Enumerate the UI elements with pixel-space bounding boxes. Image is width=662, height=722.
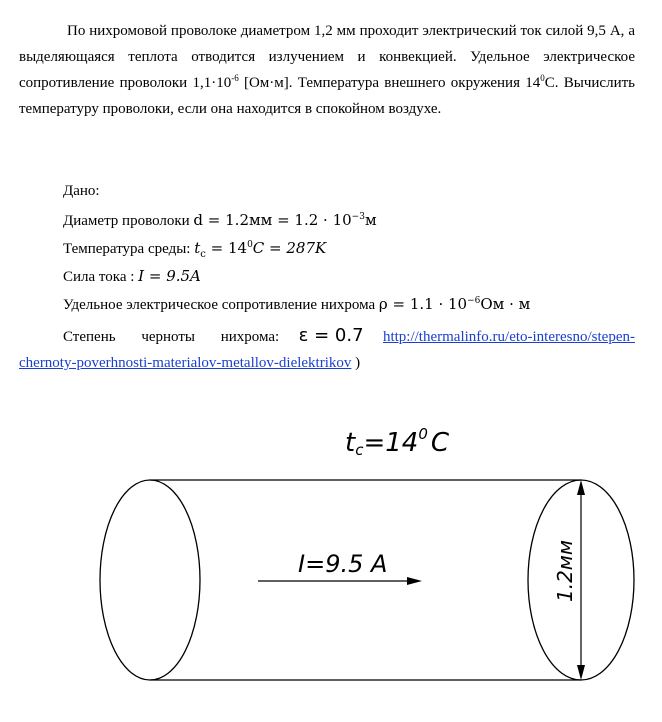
drawing-temp-exponent: 0 bbox=[418, 425, 428, 443]
drawing-temp-symbol: t bbox=[345, 428, 356, 458]
drawing-diameter-label: 1.2мм bbox=[553, 540, 577, 602]
source-link-close: ) bbox=[351, 355, 361, 371]
temperature-kelvin: C = 287K bbox=[252, 239, 327, 257]
drawing-temp-unit: C bbox=[430, 428, 450, 458]
given-heading: Дано: bbox=[63, 183, 100, 199]
problem-text-3: С. Вычислить температуру проволоки, если она находится в спокойном воздухе. bbox=[19, 75, 635, 117]
current-label: Сила тока : bbox=[63, 269, 139, 285]
resistivity-value: ρ = 1.1 · 10 bbox=[378, 295, 468, 313]
current-arrow-head bbox=[407, 577, 422, 585]
wire-left-end-ellipse bbox=[100, 480, 200, 680]
current-expression: I = 9.5A bbox=[138, 267, 201, 285]
drawing-current-label: I=9.5 A bbox=[298, 550, 388, 578]
emissivity-expression: ε = 0.7 bbox=[298, 325, 364, 346]
source-link-part1[interactable]: http://thermalinfo.ru/eto-interesno/stepen- bbox=[382, 329, 635, 345]
diameter-unit: м bbox=[364, 211, 377, 229]
diameter-label: Диаметр проволоки bbox=[63, 213, 194, 229]
resistivity-exp: −6 bbox=[467, 296, 481, 306]
temperature-subscript: c bbox=[200, 249, 206, 260]
temperature-exponent: 0 bbox=[247, 240, 253, 250]
problem-text-2: [Ом·м]. Температура внешнего окружения 14 bbox=[238, 75, 541, 91]
diameter-exponent: −3 bbox=[351, 212, 365, 222]
resistivity-label: Удельное электрическое сопротивление нихрома bbox=[63, 297, 379, 313]
diameter-arrow-top bbox=[577, 480, 585, 495]
diameter-arrow-bottom bbox=[577, 665, 585, 680]
temperature-symbol: t bbox=[194, 239, 201, 257]
resistivity-exponent: -6 bbox=[231, 73, 239, 83]
source-link-part2[interactable]: chernoty-poverhnosti-materialov-metallov-dielektrikov bbox=[19, 355, 352, 371]
drawing-temp-value: =14 bbox=[363, 428, 419, 458]
emissivity-label: Степень черноты нихрома: bbox=[63, 329, 280, 345]
temperature-degree: 0 bbox=[540, 73, 545, 83]
temperature-label: Температура среды: bbox=[63, 241, 195, 257]
resistivity-unit: Ом · м bbox=[480, 295, 531, 313]
temperature-value: = 14 bbox=[205, 239, 248, 257]
diameter-value: d = 1.2мм = 1.2 · 10 bbox=[193, 211, 352, 229]
problem-text-1: По нихромовой проволоке диаметром 1,2 мм проходит электрический ток силой 9,5 А, а выделяющаяся теплота отводится излучением и конвекцией. Удельное электрическое сопротивление проволоки 1,1·10 bbox=[19, 23, 635, 91]
drawing-temperature bbox=[345, 425, 450, 459]
drawing-temp-subscript: c bbox=[355, 441, 364, 459]
